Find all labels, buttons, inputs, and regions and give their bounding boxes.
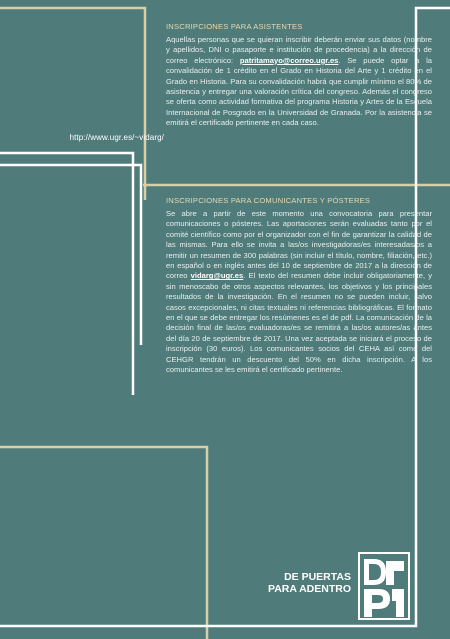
frame-line-beige-top (0, 8, 145, 200)
body-text: . El texto del resumen debe incluir obligatoriamente, y sin menoscabo de otros aspectos relevantes, los objetivos y los principales resultados de la investigación. En el resumen no se pueden incluir, salvo casos excepcionales, ni citas textuales ni referencias bibliográficas. El formato en el que se debe entregar los resúmenes es el de pdf. La comunicación de la decisión final de las/os evaluadoras/es se remitirá a las/os autores/as antes del día 20 de septiembre de 2017. Una vez aceptada se iniciará el proceso de inscripción (30 euros). Los comunicantes socios del CEHA así como del CEHGR tendrán un descuento del 50% en dicha inscripción. A los comunicantes se les emitirá el certificado pertinente. (166, 271, 432, 375)
logo-line-1: DE PUERTAS (284, 571, 351, 583)
dpa-monogram-icon (356, 551, 412, 621)
frame-line-white-2 (0, 165, 141, 345)
body-text: Se abre a partir de este momento una convocatoria para presentar comunicaciones o pósteres. Las aportaciones serán evaluadas tanto por el comité científico como por el organizador con el fin de garantizar la calidad de las mismas. Para ello se invita a las/os investigadoras/es interesadas/os a remitir un resumen de 300 palabras (sin incluir el título, nombre, filiación, etc.) en español o en inglés antes del 10 de septiembre de 2017 a la dirección de correo (166, 209, 432, 281)
section-title-asistentes: INSCRIPCIONES PARA ASISTENTES (166, 22, 303, 31)
section-body-asistentes (166, 35, 432, 129)
section-title-comunicantes: INSCRIPCIONES PARA COMUNICANTES Y PÓSTERES (166, 196, 371, 205)
frame-line-beige-bottom (0, 447, 207, 639)
section-body-comunicantes (166, 209, 432, 376)
body-text: . Se puede optar a la convalidación de 1 crédito en el Grado en Historia del Arte y 1 crédito en el Grado en Historia. Para su convalidación habrá que cumplir mínimo el 80% de asistencia y entregar una valoración crítica del congreso. Además el congreso se oferta como actividad formativa del programa Historia y Artes de la Escuela Internacional de Posgrado en la Universidad de Granada. Por la asistencia se emitirá el certificado pertinente en cada caso. (166, 55, 433, 128)
body-text: Aquellas personas que se quieran inscribir deberán enviar sus datos (nombre y apellidos, DNI o pasaporte e institución de procedencia) a la dirección de correo electrónico: (166, 35, 432, 65)
website-url[interactable]: http://www.ugr.es/~vidarg/ (69, 133, 164, 142)
email-link-asistentes[interactable]: patritamayo@correo.ugr.es (239, 55, 339, 65)
frame-line-white-1 (0, 153, 133, 395)
logo-wordmark (247, 571, 351, 595)
logo-line-2: PARA ADENTRO (267, 583, 351, 595)
section-comunicantes (166, 196, 432, 376)
email-link-comunicantes[interactable]: vidarg@ugr.es (190, 271, 244, 281)
section-asistentes (166, 22, 432, 129)
